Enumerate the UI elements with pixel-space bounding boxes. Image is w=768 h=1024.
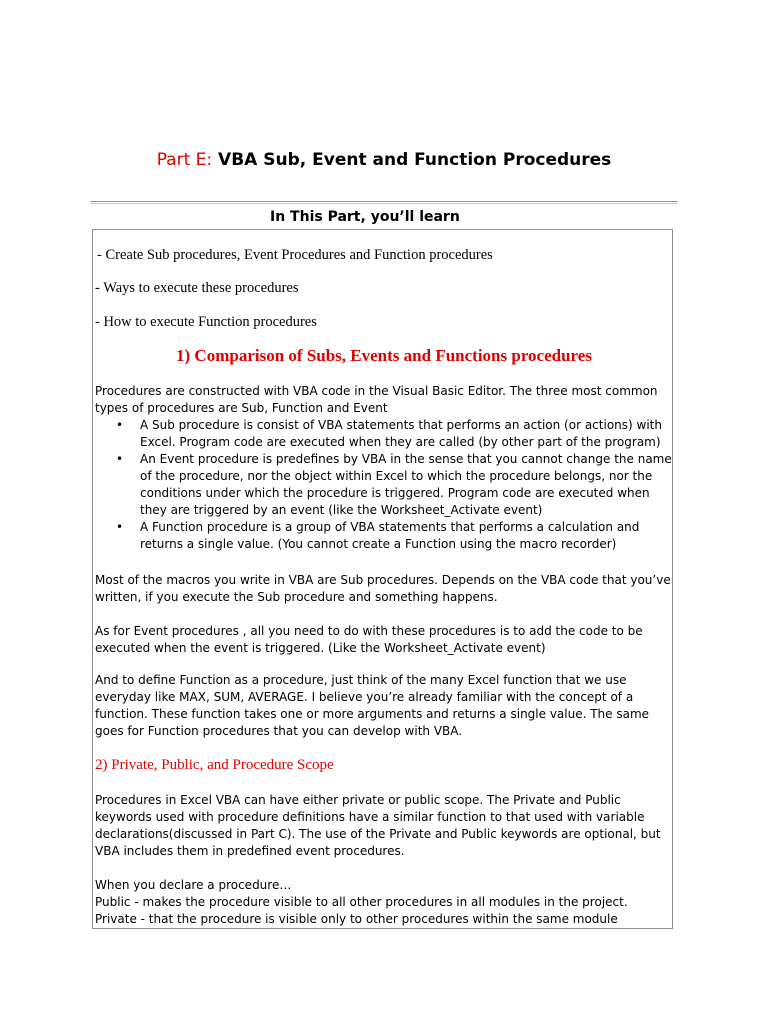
learn-item-3: - How to execute Function procedures xyxy=(95,314,317,330)
public-definition: Public - makes the procedure visible to all other procedures in all modules in the project. xyxy=(95,895,628,909)
title-divider xyxy=(90,201,678,204)
bullet-text-sub: A Sub procedure is consist of VBA statements that performs an action (or actions) with Excel. Program code are executed when they are called (by other part of the program) xyxy=(140,418,662,449)
learn-item-1: - Create Sub procedures, Event Procedures and Function procedures xyxy=(97,247,493,263)
title-text: VBA Sub, Event and Function Procedures xyxy=(212,150,612,170)
section-1-intro: Procedures are constructed with VBA code in the Visual Basic Editor. The three most common types of procedures are Sub, Function and Event xyxy=(95,384,658,415)
list-item xyxy=(95,451,673,519)
procedure-types-list xyxy=(95,417,673,553)
learn-heading: In This Part, you’ll learn xyxy=(270,209,460,225)
declare-intro: When you declare a procedure… xyxy=(95,878,292,892)
private-definition: Private - that the procedure is visible only to other procedures within the same module xyxy=(95,912,618,926)
paragraph-event: As for Event procedures , all you need to do with these procedures is to add the code to be executed when the event is triggered. (Like the Worksheet_Activate event) xyxy=(95,624,643,655)
paragraph-function: And to define Function as a procedure, just think of the many Excel function that we use everyday like MAX, SUM, AVERAGE. I believe you’re already familiar with the concept of a function. These function takes one or more arguments and returns a single value. The same goes for Function procedures that you can develop with VBA. xyxy=(95,673,650,738)
section-1-heading: 1) Comparison of Subs, Events and Functions procedures xyxy=(176,346,592,365)
bullet-icon: • xyxy=(116,520,124,534)
list-item xyxy=(95,519,673,553)
section-2-heading: 2) Private, Public, and Procedure Scope xyxy=(95,757,334,773)
learn-item-2: - Ways to execute these procedures xyxy=(95,280,299,296)
part-label: Part E: xyxy=(156,150,213,170)
paragraph-sub: Most of the macros you write in VBA are Sub procedures. Depends on the VBA code that you’ve written, if you execute the Sub procedure and something happens. xyxy=(95,573,671,604)
bullet-text-function: A Function procedure is a group of VBA statements that performs a calculation and returns a single value. (You cannot create a Function using the macro recorder) xyxy=(140,520,640,551)
list-item xyxy=(95,417,673,451)
bullet-icon: • xyxy=(116,452,124,466)
paragraph-scope: Procedures in Excel VBA can have either private or public scope. The Private and Public keywords used with procedure definitions have a similar function to that used with variable declarations(discussed in Part C). The use of the Private and Public keywords are optional, but VBA includes them in predefined event procedures. xyxy=(95,793,661,858)
page-title xyxy=(0,150,768,170)
bullet-text-event: An Event procedure is predefines by VBA in the sense that you cannot change the name of the procedure, nor the object within Excel to which the procedure belongs, nor the conditions under which the procedure is triggered. Program code are executed when they are triggered by an event (like the Worksheet_Activate event) xyxy=(140,452,672,517)
bullet-icon: • xyxy=(116,418,124,432)
